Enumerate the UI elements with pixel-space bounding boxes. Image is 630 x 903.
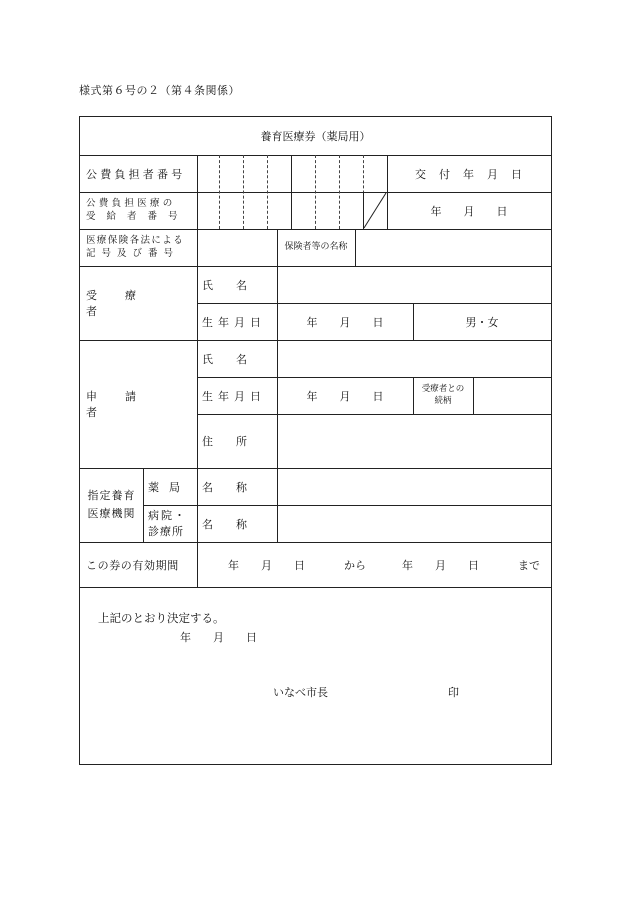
relation-field[interactable]	[473, 377, 551, 414]
pharmacy-label: 薬局	[148, 480, 190, 494]
patient-sex-field[interactable]: 男・女	[465, 315, 499, 329]
applicant-name-field[interactable]	[277, 340, 551, 377]
seal-mark: 印	[448, 686, 459, 699]
hospital-name-label: 名 称	[202, 517, 253, 531]
insurance-number-field[interactable]	[197, 229, 277, 266]
form-number: 様式第６号の２（第４条関係）	[79, 84, 240, 97]
issue-date-field[interactable]: 年 月 日	[430, 204, 508, 218]
applicant-birth-label: 生年月日	[202, 389, 266, 403]
decision-statement: 上記のとおり決定する。	[98, 611, 225, 625]
payer-number-field[interactable]	[197, 155, 387, 192]
insurance-number-label: 医療保険各法による 記号及び番号	[86, 234, 185, 259]
form-title: 養育医療券（薬局用）	[260, 130, 371, 143]
validity-to-word: まで	[518, 558, 540, 572]
pharmacy-name-label: 名 称	[202, 480, 253, 494]
applicant-address-label: 住 所	[202, 435, 253, 448]
insurer-name-field[interactable]	[355, 229, 551, 266]
applicant-address-field[interactable]	[277, 414, 551, 468]
patient-name-field[interactable]	[277, 266, 551, 303]
patient-section-label: 受療者	[86, 289, 164, 318]
applicant-name-label: 氏 名	[202, 352, 253, 366]
payer-number-label: 公費負担者番号	[86, 167, 186, 181]
patient-birth-label: 生年月日	[202, 315, 266, 329]
divider	[197, 266, 198, 587]
diagonal-slash	[363, 192, 387, 229]
insurer-name-label: 保険者等の名称	[284, 241, 348, 252]
issue-date-label: 交 付 年 月 日	[415, 167, 523, 181]
divider	[80, 587, 551, 588]
hospital-label: 病院・ 診療所	[148, 508, 187, 538]
validity-to-date[interactable]: 年 月 日	[402, 558, 479, 572]
validity-label: この券の有効期間	[86, 558, 179, 572]
medical-voucher-form	[79, 116, 552, 765]
patient-name-label: 氏 名	[202, 278, 253, 292]
applicant-birth-field[interactable]: 年 月 日	[306, 389, 384, 403]
recipient-number-label: 公費負担医療の 受給者番号	[86, 197, 189, 222]
validity-from-word: から	[344, 558, 366, 572]
applicant-section-label: 申請者	[86, 390, 164, 419]
relation-label: 受療者との 続柄	[421, 384, 465, 406]
patient-birth-field[interactable]: 年 月 日	[306, 315, 384, 329]
institution-section-label: 指定養育 医療機関	[87, 489, 136, 520]
pharmacy-name-field[interactable]	[277, 468, 551, 505]
recipient-number-field[interactable]	[197, 192, 363, 229]
decision-date[interactable]: 年 月 日	[180, 631, 257, 644]
validity-from-date[interactable]: 年 月 日	[228, 558, 305, 572]
hospital-name-field[interactable]	[277, 505, 551, 542]
divider	[143, 468, 144, 542]
issuer-name: いなべ市長	[273, 686, 328, 699]
